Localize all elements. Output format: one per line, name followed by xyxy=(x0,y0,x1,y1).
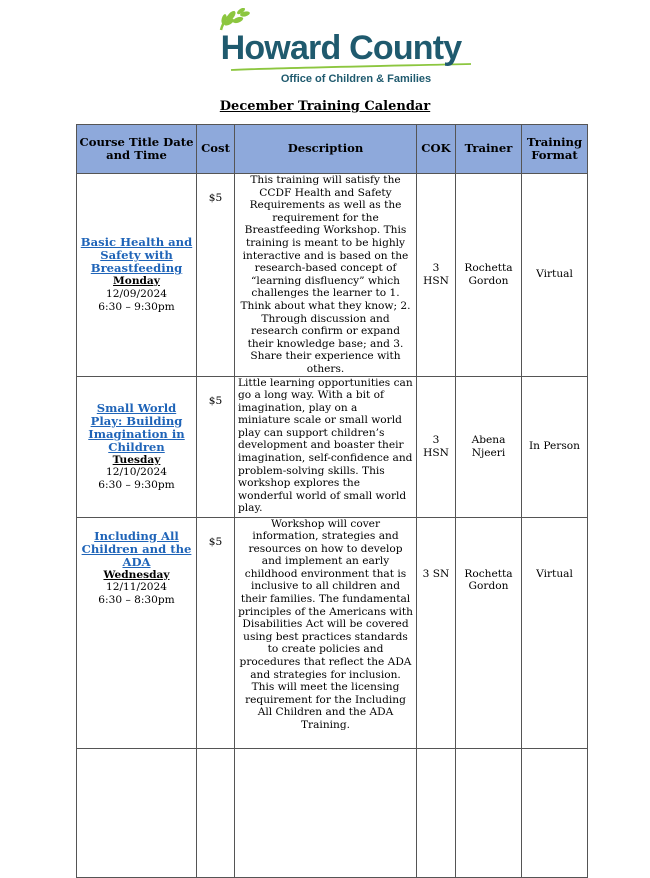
header-course: Course Title Date and Time xyxy=(77,125,197,174)
cost-cell: $5 xyxy=(197,376,235,517)
course-title-link[interactable]: Including All Children and the ADA xyxy=(81,528,192,569)
cok-cell: 3 HSN xyxy=(417,174,456,377)
course-day: Monday xyxy=(113,275,160,288)
description-cell: Workshop will cover information, strategies and resources on how to develop and implement an early childhood environment that is inclusive to all children and their families. The fundamental principles of the Americans with Disabilities Act will be covered using best practices standards to create policies and procedures that reflect the ADA and strategies for inclusion. This will meet the licensing requirement for the Including All Children and the ADA Training. xyxy=(235,517,417,748)
course-date: 12/09/2024 xyxy=(105,287,168,300)
empty-cell xyxy=(77,748,197,877)
page-title: December Training Calendar xyxy=(219,99,431,114)
course-title-link[interactable]: Small World Play: Building Imagination in Children xyxy=(88,400,185,454)
course-title-link[interactable]: Basic Health and Safety with Breastfeeding xyxy=(80,235,193,276)
header-cok: COK xyxy=(417,125,456,174)
trainer-cell: Abena Njeeri xyxy=(456,376,522,517)
training-table xyxy=(76,124,588,878)
trainer-cell: Rochetta Gordon xyxy=(456,174,522,377)
course-time: 6:30 – 8:30pm xyxy=(98,593,175,606)
table-row xyxy=(77,517,588,748)
course-day: Wednesday xyxy=(103,568,170,581)
cok-cell: 3 HSN xyxy=(417,376,456,517)
header-cost: Cost xyxy=(197,125,235,174)
format-cell: In Person xyxy=(522,376,588,517)
logo-title: Howard County xyxy=(220,29,462,67)
empty-cell xyxy=(197,748,235,877)
trainer-cell: Rochetta Gordon xyxy=(456,517,522,748)
header-description: Description xyxy=(235,125,417,174)
format-cell: Virtual xyxy=(522,517,588,748)
course-date: 12/11/2024 xyxy=(105,581,168,594)
cost-cell: $5 xyxy=(197,517,235,748)
cok-cell: 3 SN xyxy=(417,517,456,748)
course-cell xyxy=(77,517,197,748)
howard-county-logo xyxy=(201,8,481,88)
cost-cell: $5 xyxy=(197,174,235,377)
course-day: Tuesday xyxy=(112,453,161,466)
empty-cell xyxy=(417,748,456,877)
description-cell: This training will satisfy the CCDF Health and Safety Requirements as well as the requirement for the Breastfeeding Workshop. This training is meant to be highly interactive and is based on the research-based concept of “learning disfluency” which challenges the learner to 1. Think about what they know; 2. Through discussion and research confirm or expand their knowledge base; and 3. Share their experience with others. xyxy=(235,174,417,377)
header-format: Training Format xyxy=(522,125,588,174)
course-time: 6:30 – 9:30pm xyxy=(98,300,175,313)
course-cell xyxy=(77,174,197,377)
table-row xyxy=(77,174,588,377)
course-date: 12/10/2024 xyxy=(105,466,168,479)
table-header-row xyxy=(77,125,588,174)
empty-cell xyxy=(235,748,417,877)
format-cell: Virtual xyxy=(522,174,588,377)
table-row-empty xyxy=(77,748,588,877)
table-row xyxy=(77,376,588,517)
header-trainer: Trainer xyxy=(456,125,522,174)
course-cell xyxy=(77,376,197,517)
description-cell: Little learning opportunities can go a long way. With a bit of imagination, play on a miniature scale or small world play can support children’s development and boaster their imagination, self-confidence and problem-solving skills. This workshop explores the wonderful world of small world play. xyxy=(235,376,417,517)
empty-cell xyxy=(522,748,588,877)
course-time: 6:30 – 9:30pm xyxy=(98,478,175,491)
empty-cell xyxy=(456,748,522,877)
logo-subtitle: Office of Children & Families xyxy=(280,73,432,85)
